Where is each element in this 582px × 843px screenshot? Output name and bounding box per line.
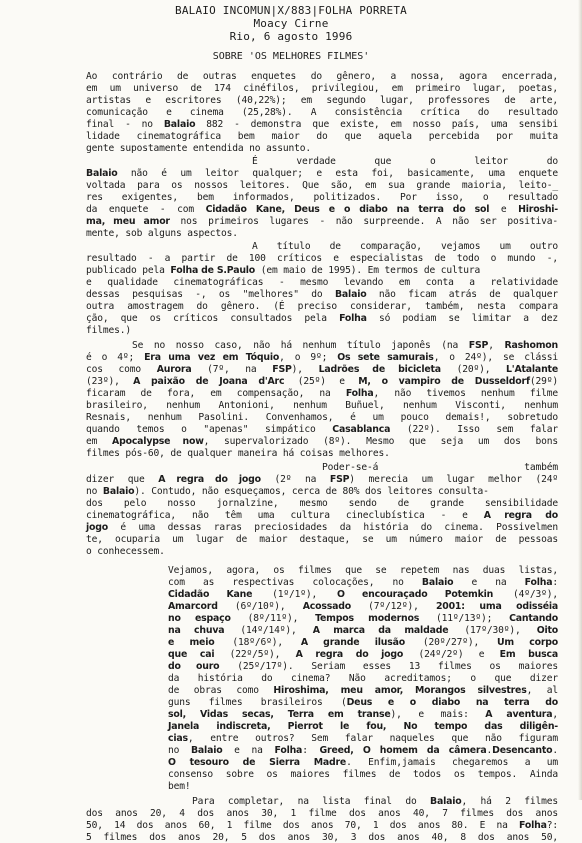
- text-line: cos como Aurora (7º, na FSP), Ladrões de bicicleta (20º), L'Atalante: [86, 364, 558, 375]
- text-line: Ao contrário de outras enquetes do gênero, a nossa, agora encerrada,: [86, 71, 558, 82]
- text-line: cias, entre outros? Sem falar naqueles que não figuram: [168, 733, 558, 744]
- text-line: Amarcord (6º/10º), Acossado (7º/12º), 2001: uma odisséia: [168, 601, 558, 612]
- text-line: dos anos 20, 4 dos anos 30, 1 filme dos anos 40, 7 filmes dos anos: [86, 808, 558, 819]
- text-line: e qualidade cinematográficas - mesmo levando em conta a relatividade: [86, 277, 558, 288]
- article-title: SOBRE 'OS MELHORES FILMES': [212, 51, 370, 62]
- text-line: voltada para os nossos leitores. Que são, em sua grande maioria, leito-_: [86, 180, 558, 191]
- text-line: sol, Vidas secas, Terra em transe), e mais: A aventura,: [168, 709, 558, 720]
- text-line: no espaço (8º/11º), Tempos modernos (11º/13º); Cantando: [168, 613, 558, 624]
- text-line: resultado - a partir de 100 críticos e especialistas de todo o mundo -,: [86, 253, 558, 264]
- text-line: Vejamos, agora, os filmes que se repetem nas duas listas,: [168, 565, 558, 576]
- text-line: lidade cinematográfica bem maior do que aquela percebida por muita: [86, 131, 558, 142]
- text-line: A título de comparação, vejamos um outro: [252, 241, 558, 252]
- text-line: dizer que A regra do jogo (2º na FSP) merecia um lugar melhor (24º: [86, 474, 559, 485]
- text-line: artistas e escritores (40,22%); em segundo lugar, professores de arte,: [86, 95, 558, 106]
- text-line: publicado pela Folha de S.Paulo (em maio de 1995). Em termos de cultura: [86, 265, 481, 276]
- text-line: Balaio não é um leitor qualquer; e esta foi, basicamente, uma enquete: [86, 168, 558, 179]
- text-line: é o 4º; Era uma vez em Tóquio, o 9º; Os sete samurais, o 24º), se clássi: [86, 352, 559, 363]
- text-line: ção, que os críticos consultados pela Folha só podiam se limitar a dez: [86, 313, 558, 324]
- text-line: Poder-se-á também: [322, 462, 558, 473]
- text-line: consenso sobre os maiores filmes de todos os tempos. Ainda: [168, 769, 558, 780]
- text-line: (23º), A paixão de Joana d'Arc (25º) e M, o vampiro de Dusseldorf(29º): [86, 376, 558, 387]
- text-line: da enquete - com Cidadão Kane, Deus e o diabo na terra do sol e Hiroshi-: [86, 204, 558, 215]
- text-line: O tesouro de Sierra Madre. Enfim,jamais chegaremos a um: [168, 757, 558, 768]
- text-line: Resnais, nenhum Pasolini. Convenhamos, é um pouco demais!, sobretudo: [86, 412, 558, 423]
- text-line: no Balaio). Contudo, não esqueçamos, cerca de 80% dos leitores consulta-: [86, 486, 489, 497]
- text-line: de obras como Hiroshima, meu amor, Morangos silvestres, al: [168, 685, 558, 696]
- text-line: Para completar, na lista final do Balaio, há 2 filmes: [192, 796, 558, 807]
- text-line: final - no Balaio 882 - demonstra que existe, em nosso país, uma sensibi: [86, 119, 558, 130]
- text-line: na chuva (14º/14º), A marca da maldade (17º/30º), Oito: [168, 625, 558, 636]
- text-line: do ouro (25º/17º). Seriam esses 13 filmes os maiores: [168, 661, 558, 672]
- text-line: ficaram de fora, em compensação, na Folha, não tivemos nenhum filme: [86, 388, 558, 399]
- text-line: bem!: [168, 781, 191, 792]
- text-line: no Balaio e na Folha: Greed, O homem da câmera.Desencanto.: [168, 745, 558, 756]
- text-line: que cai (22º/5º), A regra do jogo (24º/2º) e Em busca: [168, 649, 558, 660]
- text-line: Cidadão Kane (1º/1º), O encouraçado Potemkin (4º/3º),: [168, 589, 558, 600]
- text-line: te, ocuparia um lugar de maior destaque, se um número maior de pessoas: [86, 534, 558, 545]
- text-line: mente, sob alguns aspectos.: [86, 228, 238, 239]
- text-line: Se no nosso caso, não há nenhum título japonês (na FSP, Rashomon: [132, 340, 558, 351]
- text-line: res exigentes, bem informados, politizados. Por isso, o resultado: [86, 192, 558, 203]
- text-line: e meio (18º/6º), A grande ilusão (20º/27º), Um corpo: [168, 637, 559, 648]
- text-line: o conhecessem.: [86, 546, 165, 557]
- text-line: 5 filmes dos anos 20, 5 dos anos 30, 3 dos anos 40, 8 dos anos 50,: [86, 832, 558, 843]
- text-line: jogo é uma dessas raras preciosidades da história do cinema. Possivelmen: [86, 522, 558, 533]
- text-line: ma, meu amor nos primeiros lugares - não surpreende. A não ser positiva-: [86, 216, 558, 227]
- text-line: Janela indiscreta, Pierrot le fou, No tempo das diligên-: [168, 721, 558, 732]
- text-line: filmes.): [86, 325, 132, 336]
- text-line: com as respectivas colocações, no Balaio e na Folha:: [168, 577, 558, 588]
- text-line: brasileiro, nenhum Antonioni, nenhum Buñuel, nenhum Visconti, nenhum: [86, 400, 558, 411]
- text-line: outra amostragem do gênero. (É preciso considerar, também, nesta compara: [86, 301, 558, 312]
- text-line: dessas pesquisas -, os "melhores" do Balaio não ficam atrás de qualquer: [86, 289, 558, 300]
- text-line: cinematográfica, não têm uma cultura cineclubística - e A regra do: [86, 510, 558, 521]
- text-line: da história do cinema? Não acreditamos; o que dizer: [168, 673, 558, 684]
- dateline: Rio, 6 agosto 1996: [229, 30, 353, 43]
- text-line: em Apocalypse now, supervalorizado (8º). Mesmo que seja um dos bons: [86, 436, 558, 447]
- text-line: 50, 14 dos anos 60, 1 filme dos anos 70, 1 dos anos 80. E na Folha?:: [86, 820, 558, 831]
- author-name: Moacy Cirne: [253, 17, 329, 30]
- text-line: dos pelo nosso jornalzine, mesmo sendo de grande sensibilidade: [86, 498, 558, 509]
- text-line: gente supostamente entendida no assunto.: [86, 143, 312, 154]
- text-line: É verdade que o leitor do: [252, 156, 558, 167]
- text-line: quando temos o "apenas" simpático Casablanca (22º). Isso sem falar: [86, 424, 558, 435]
- text-line: filmes pós-60, de qualquer maneira há coisas melhores.: [86, 448, 390, 459]
- masthead: BALAIO INCOMUN|X/883|FOLHA PORRETA: [175, 4, 407, 17]
- text-line: em um universo de 174 cinéfilos, privilegiou, em primeiro lugar, poetas,: [86, 83, 558, 94]
- text-line: guns filmes brasileiros (Deus e o diabo na terra do: [168, 697, 559, 708]
- page-edge-shadow: [578, 0, 582, 800]
- text-line: comunicação e cinema (25,28%). A consistência crítica do resultado: [86, 107, 558, 118]
